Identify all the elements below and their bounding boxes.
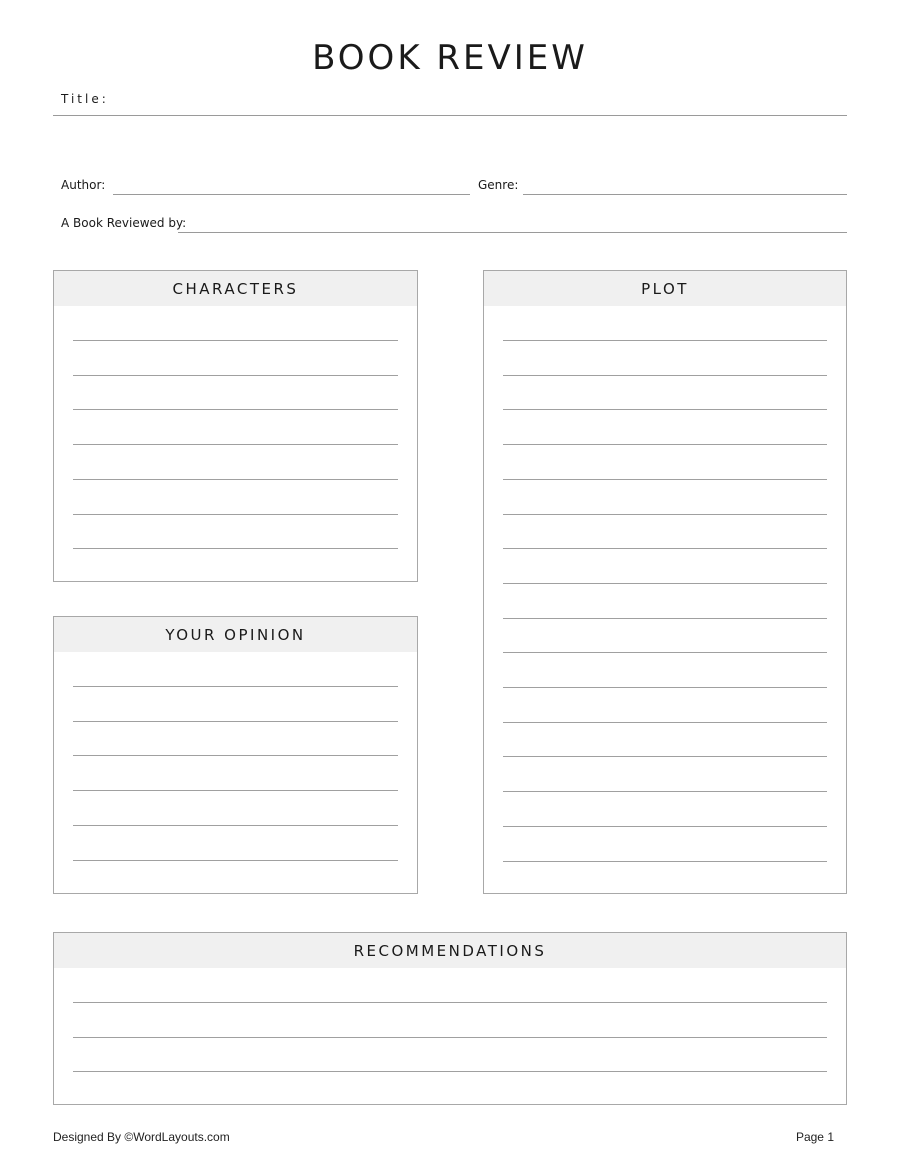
plot-writing-line[interactable]	[503, 791, 827, 792]
plot-writing-line[interactable]	[503, 548, 827, 549]
plot-writing-line[interactable]	[503, 583, 827, 584]
plot-header: PLOT	[484, 271, 846, 306]
characters-writing-line[interactable]	[73, 514, 398, 515]
characters-writing-line[interactable]	[73, 375, 398, 376]
characters-writing-line[interactable]	[73, 479, 398, 480]
recommendations-writing-line[interactable]	[73, 1002, 827, 1003]
opinion-writing-line[interactable]	[73, 860, 398, 861]
plot-writing-line[interactable]	[503, 652, 827, 653]
characters-panel	[53, 270, 418, 582]
plot-writing-line[interactable]	[503, 756, 827, 757]
opinion-writing-line[interactable]	[73, 790, 398, 791]
plot-writing-line[interactable]	[503, 687, 827, 688]
title-label: Title:	[61, 92, 109, 106]
reviewed-by-label: A Book Reviewed by:	[61, 216, 187, 230]
recommendations-header: RECOMMENDATIONS	[54, 933, 846, 968]
opinion-header: YOUR OPINION	[54, 617, 417, 652]
recommendations-panel	[53, 932, 847, 1105]
recommendations-writing-line[interactable]	[73, 1037, 827, 1038]
characters-writing-line[interactable]	[73, 444, 398, 445]
recommendations-writing-line[interactable]	[73, 1071, 827, 1072]
opinion-writing-line[interactable]	[73, 721, 398, 722]
plot-writing-line[interactable]	[503, 618, 827, 619]
genre-input-line[interactable]	[523, 194, 847, 195]
page-number: Page 1	[795, 1130, 834, 1144]
page-title: BOOK REVIEW	[312, 38, 588, 78]
plot-writing-line[interactable]	[503, 722, 827, 723]
opinion-panel	[53, 616, 418, 894]
title-input-line[interactable]	[53, 115, 847, 116]
footer-credit: Designed By ©WordLayouts.com	[53, 1130, 230, 1144]
characters-writing-line[interactable]	[73, 340, 398, 341]
plot-writing-line[interactable]	[503, 340, 827, 341]
author-input-line[interactable]	[113, 194, 470, 195]
opinion-writing-line[interactable]	[73, 755, 398, 756]
author-label: Author:	[61, 178, 106, 192]
plot-writing-line[interactable]	[503, 375, 827, 376]
characters-header: CHARACTERS	[54, 271, 417, 306]
characters-writing-line[interactable]	[73, 409, 398, 410]
reviewed-by-input-line[interactable]	[178, 232, 847, 233]
opinion-writing-line[interactable]	[73, 825, 398, 826]
genre-label: Genre:	[478, 178, 519, 192]
opinion-writing-line[interactable]	[73, 686, 398, 687]
plot-writing-line[interactable]	[503, 861, 827, 862]
plot-writing-line[interactable]	[503, 514, 827, 515]
plot-writing-line[interactable]	[503, 479, 827, 480]
plot-writing-line[interactable]	[503, 409, 827, 410]
plot-writing-line[interactable]	[503, 826, 827, 827]
plot-panel	[483, 270, 847, 894]
characters-writing-line[interactable]	[73, 548, 398, 549]
plot-writing-line[interactable]	[503, 444, 827, 445]
